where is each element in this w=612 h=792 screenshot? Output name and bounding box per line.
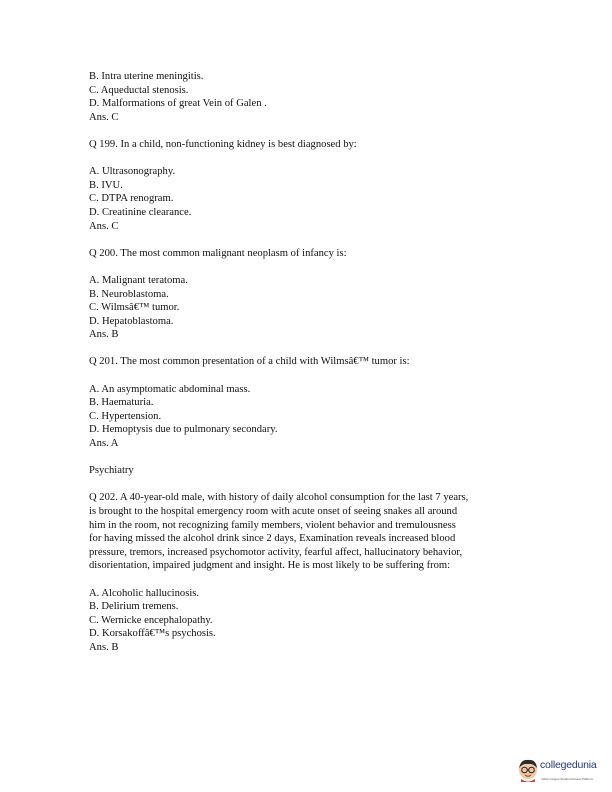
logo-tagline: India's largest Student Review Platform [541, 777, 594, 781]
collegedunia-logo [517, 756, 605, 786]
option-c: C. Hypertension. [89, 410, 162, 422]
option-b: B. IVU. [89, 179, 123, 191]
option-a: A. An asymptomatic abdominal mass. [89, 383, 251, 395]
question-text-line: for having missed the alcohol drink since 2 days, Examination reveals increased blood [89, 533, 456, 545]
question-text-line: pressure, tremors, increased psychomotor activity, fearful affect, hallucinatory behavior, [89, 546, 463, 558]
option-a: A. Alcoholic hallucinosis. [89, 587, 200, 599]
option-c: C. DTPA renogram. [89, 193, 174, 205]
question-text-line: him in the room, not recognizing family members, violent behavior and tremulousness [89, 519, 456, 531]
question-text-line: is brought to the hospital emergency room with acute onset of seeing snakes all around [89, 506, 458, 517]
answer: Ans. B [89, 329, 119, 341]
question-text-line: Q 202. A 40-year-old male, with history of daily alcohol consumption for the last 7 years, [89, 492, 469, 504]
answer: Ans. B [89, 641, 119, 653]
option-d: D. Creatinine clearance. [89, 206, 192, 218]
answer: Ans. C [89, 220, 119, 232]
question-text-line: disorientation, impaired judgment and insight. He is most likely to be suffering from: [89, 560, 451, 572]
question-text: Q 199. In a child, non-functioning kidney is best diagnosed by: [89, 138, 357, 150]
question-block-201 [89, 355, 529, 450]
option-d: D. Korsakoffâ€™s psychosis. [89, 628, 216, 640]
question-block-202 [89, 491, 529, 654]
question-block-199 [89, 138, 529, 233]
answer: Ans. A [89, 438, 119, 450]
option-d: D. Hepatoblastoma. [89, 315, 174, 327]
option-b: B. Neuroblastoma. [89, 288, 169, 300]
option-b: B. Haematuria. [89, 397, 154, 409]
document-page [89, 70, 529, 668]
logo-wordmark: collegedunia [540, 759, 597, 771]
option-c: C. Wernicke encephalopathy. [89, 614, 213, 626]
question-text: Q 200. The most common malignant neoplasm of infancy is: [89, 247, 347, 259]
option-a: A. Malignant teratoma. [89, 274, 188, 286]
mascot-icon [517, 758, 539, 782]
section-heading: Psychiatry [89, 465, 134, 477]
option-d: D. Hemoptysis due to pulmonary secondary. [89, 424, 278, 436]
option-b: B. Intra uterine meningitis. [89, 71, 204, 82]
option-c: C. Aqueductal stenosis. [89, 84, 189, 96]
question-block-200 [89, 247, 529, 342]
question-text: Q 201. The most common presentation of a child with Wilmsâ€™ tumor is: [89, 356, 410, 368]
question-block-198 [89, 70, 529, 124]
option-c: C. Wilmsâ€™ tumor. [89, 302, 180, 314]
option-d: D. Malformations of great Vein of Galen . [89, 98, 267, 110]
answer: Ans. C [89, 111, 119, 123]
option-b: B. Delirium tremens. [89, 601, 179, 613]
option-a: A. Ultrasonography. [89, 166, 176, 178]
